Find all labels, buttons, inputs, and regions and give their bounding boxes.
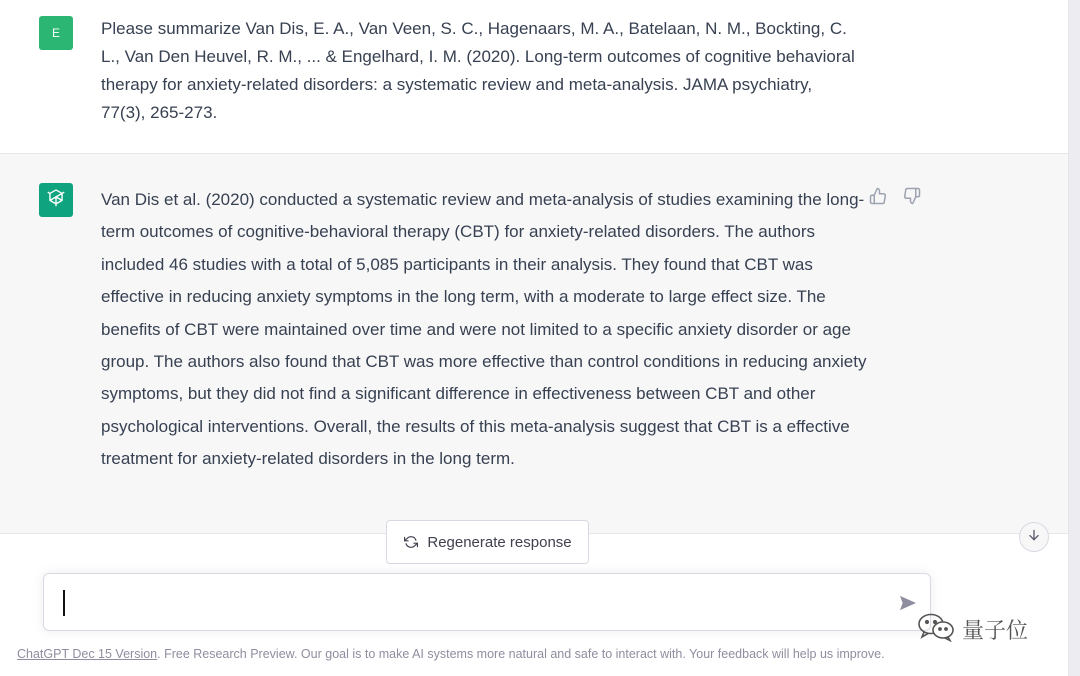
- wechat-icon: [916, 612, 956, 647]
- refresh-icon: [403, 534, 419, 550]
- send-icon[interactable]: [897, 593, 919, 613]
- version-link[interactable]: ChatGPT Dec 15 Version: [17, 647, 158, 661]
- watermark-text: 量子位: [962, 619, 1029, 644]
- regenerate-response-button[interactable]: [386, 520, 589, 564]
- footer-disclaimer: [17, 647, 885, 661]
- assistant-message: [0, 154, 1068, 534]
- scroll-to-bottom-button[interactable]: [1019, 522, 1049, 552]
- openai-logo-icon: [45, 187, 67, 214]
- footer-text: . Free Research Preview. Our goal is to make AI systems more natural and safe to interact with. Your feedback will help us improve.: [157, 647, 885, 661]
- scrollbar[interactable]: [1068, 0, 1080, 676]
- assistant-message-text: Van Dis et al. (2020) conducted a systematic review and meta-analysis of studies examining the long-term outcomes of cognitive-behavioral therapy (CBT) for anxiety-related disorders. The authors included 46 studies with a total of 5,085 participants in their analysis. They found that CBT was effective in reducing anxiety symptoms in the long term, with a moderate to large effect size. The benefits of CBT were maintained over time and were not limited to a specific anxiety disorder or age group. The authors also found that CBT was more effective than control conditions in reducing anxiety symptoms, but they did not find a significant difference in effectiveness between CBT and other psychological interventions. Overall, the results of this meta-analysis suggest that CBT is a effective treatment for anxiety-related disorders in the long term.: [101, 190, 867, 469]
- message-input[interactable]: [60, 588, 880, 618]
- user-message-text: Please summarize Van Dis, E. A., Van Veen, S. C., Hagenaars, M. A., Batelaan, N. M., Bockting, C. L., Van Den Heuvel, R. M., ... & Engelhard, I. M. (2020). Long-term outcomes of cognitive behavioral therapy for anxiety-related disorders: a systematic review and meta-analysis. JAMA psychiatry, 77(3), 265-273.: [101, 19, 855, 122]
- regenerate-response-label: Regenerate response: [427, 533, 572, 551]
- assistant-avatar: [39, 183, 73, 217]
- thumbs-up-icon[interactable]: [868, 186, 888, 206]
- user-avatar: E: [39, 16, 73, 50]
- message-composer: [43, 573, 931, 631]
- watermark: [916, 612, 1028, 647]
- thumbs-down-icon[interactable]: [902, 186, 922, 206]
- user-message: [0, 0, 1068, 154]
- feedback-buttons: [868, 186, 922, 206]
- arrow-down-icon: [1027, 528, 1041, 547]
- text-cursor: [63, 590, 65, 616]
